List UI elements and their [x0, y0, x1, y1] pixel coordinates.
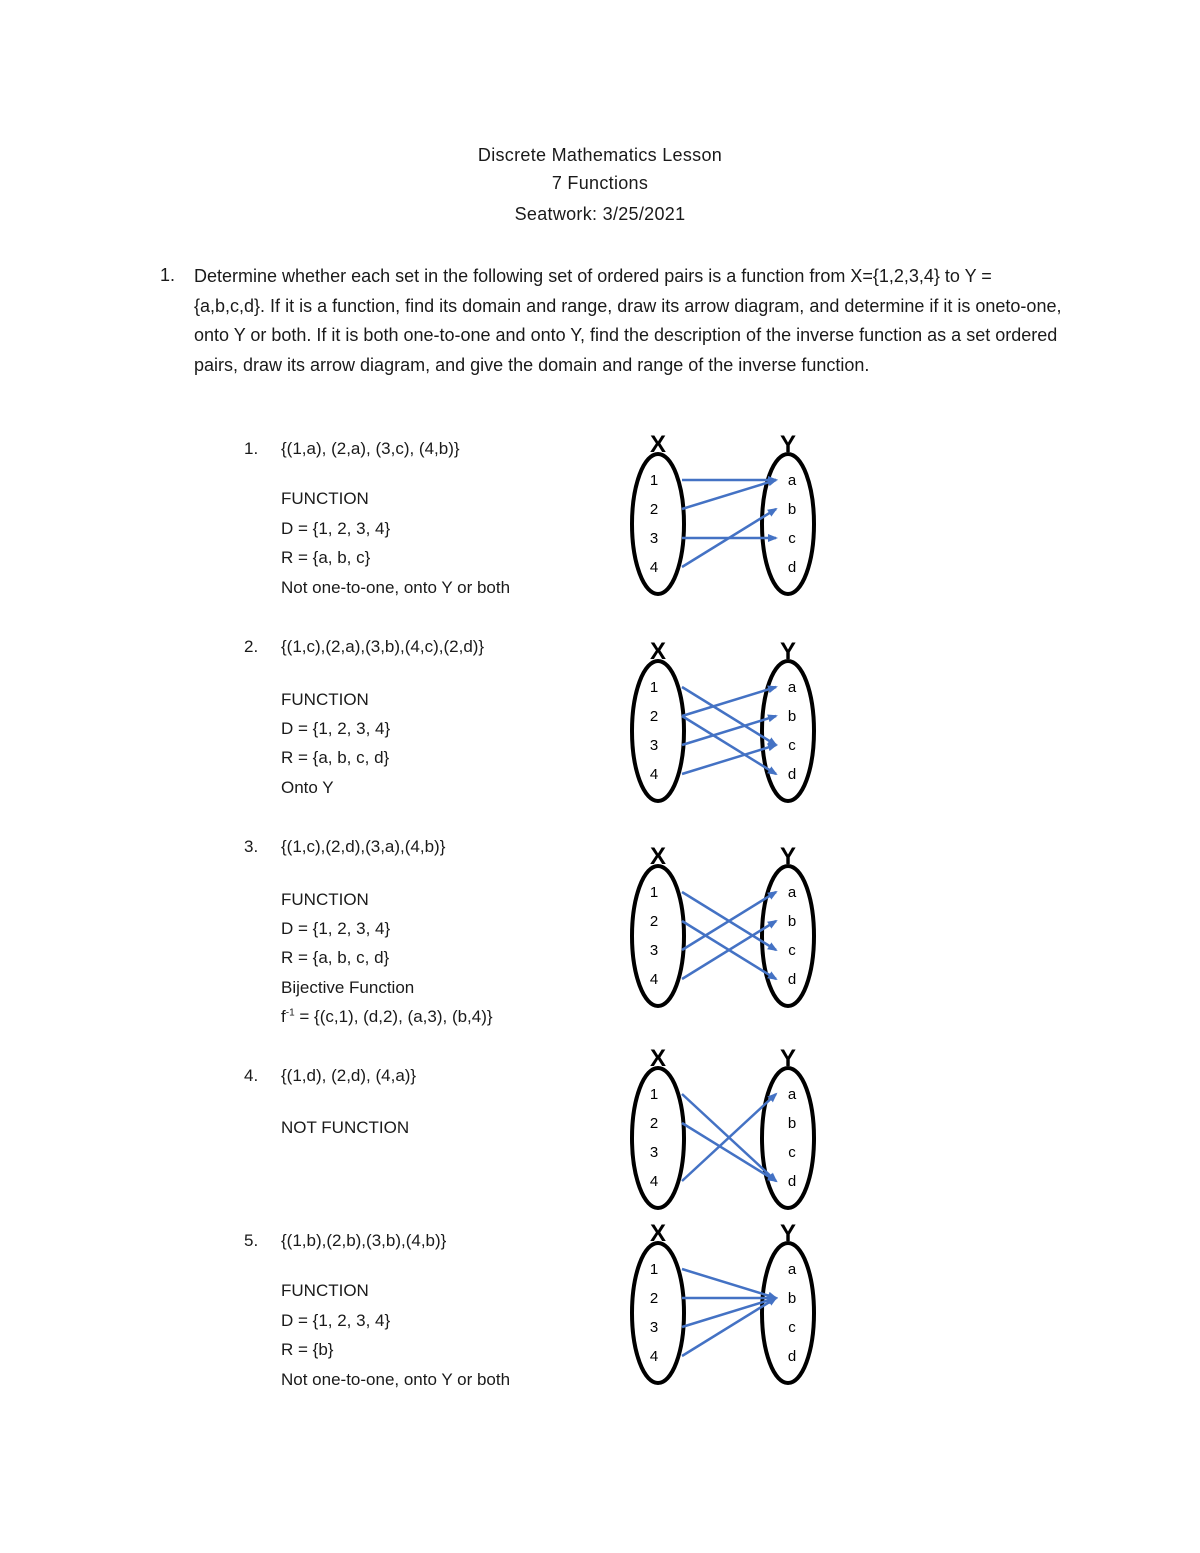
function-verdict: FUNCTION [281, 890, 369, 909]
inverse-pairs: = {(c,1), (d,2), (a,3), (b,4)} [294, 1007, 493, 1026]
domain-line: D = {1, 2, 3, 4} [281, 719, 391, 738]
set-x-label: X [649, 1220, 667, 1247]
y-element: d [787, 766, 797, 783]
seatwork-date: Seatwork: 3/25/2021 [514, 204, 686, 224]
set-x-label: X [649, 431, 667, 458]
y-element: b [787, 1290, 797, 1307]
function-verdict: FUNCTION [281, 489, 369, 508]
mapping-arrow [682, 1269, 776, 1298]
x-element: 4 [649, 1348, 659, 1365]
y-element: d [787, 1173, 797, 1190]
y-element: a [787, 679, 797, 696]
arrow-diagram-5 [610, 1217, 830, 1397]
arrow-diagram-4 [610, 1042, 830, 1222]
arrow-diagram-1 [610, 428, 830, 608]
item-number: 4. [244, 1066, 259, 1085]
y-element: a [787, 884, 797, 901]
y-element: a [787, 472, 797, 489]
function-verdict: FUNCTION [281, 690, 369, 709]
item-number: 5. [244, 1231, 259, 1250]
set-y-label: Y [779, 431, 797, 458]
x-element: 4 [649, 766, 659, 783]
x-element: 3 [649, 1319, 659, 1336]
y-element: d [787, 559, 797, 576]
domain-line: D = {1, 2, 3, 4} [281, 919, 391, 938]
x-element: 1 [649, 1086, 659, 1103]
x-element: 1 [649, 1261, 659, 1278]
set-x-label: X [649, 638, 667, 665]
x-element: 2 [649, 1115, 659, 1132]
y-element: d [787, 1348, 797, 1365]
property-line: Not one-to-one, onto Y or both [281, 578, 511, 597]
range-line: R = {b} [281, 1340, 334, 1359]
inverse-function-line [281, 1007, 493, 1027]
item-number: 1. [244, 439, 259, 458]
set-y-label: Y [779, 843, 797, 870]
x-element: 1 [649, 472, 659, 489]
y-element: b [787, 1115, 797, 1132]
x-element: 1 [649, 884, 659, 901]
arrow-diagram-svg [610, 840, 830, 1020]
x-element: 4 [649, 1173, 659, 1190]
range-line: R = {a, b, c} [281, 548, 371, 567]
y-element: d [787, 971, 797, 988]
arrow-diagram-svg [610, 428, 830, 608]
x-element: 4 [649, 971, 659, 988]
x-element: 2 [649, 708, 659, 725]
x-element: 3 [649, 1144, 659, 1161]
x-element: 2 [649, 1290, 659, 1307]
set-x-label: X [649, 843, 667, 870]
arrow-diagram-svg [610, 635, 830, 815]
ordered-pairs-set: {(1,d), (2,d), (4,a)} [281, 1066, 417, 1085]
mapping-arrow [682, 745, 776, 774]
ordered-pairs-set: {(1,c),(2,a),(3,b),(4,c),(2,d)} [281, 637, 485, 656]
domain-line: D = {1, 2, 3, 4} [281, 1311, 391, 1330]
ordered-pairs-set: {(1,c),(2,d),(3,a),(4,b)} [281, 837, 446, 856]
x-element: 3 [649, 942, 659, 959]
x-element: 4 [649, 559, 659, 576]
set-x-label: X [649, 1045, 667, 1072]
y-element: b [787, 501, 797, 518]
function-verdict: FUNCTION [281, 1281, 369, 1300]
domain-line: D = {1, 2, 3, 4} [281, 519, 391, 538]
y-element: a [787, 1261, 797, 1278]
y-element: c [788, 1144, 796, 1161]
lesson-subtitle: 7 Functions [551, 173, 649, 193]
inverse-base: f [281, 1007, 286, 1026]
y-element: c [788, 942, 796, 959]
question-number: 1. [160, 265, 176, 285]
y-element: c [788, 1319, 796, 1336]
x-element: 3 [649, 530, 659, 547]
arrow-diagram-3 [610, 840, 830, 1020]
arrow-diagram-svg [610, 1217, 830, 1397]
y-element: b [787, 913, 797, 930]
x-element: 3 [649, 737, 659, 754]
y-element: a [787, 1086, 797, 1103]
ordered-pairs-set: {(1,a), (2,a), (3,c), (4,b)} [281, 439, 460, 458]
property-line: Bijective Function [281, 978, 415, 997]
set-y-label: Y [779, 1220, 797, 1247]
set-y-label: Y [779, 1045, 797, 1072]
y-element: c [788, 530, 796, 547]
y-element: c [788, 737, 796, 754]
x-element: 2 [649, 913, 659, 930]
function-verdict: NOT FUNCTION [281, 1118, 410, 1137]
x-element: 1 [649, 679, 659, 696]
range-line: R = {a, b, c, d} [281, 748, 390, 767]
item-number: 2. [244, 637, 259, 656]
document-title: Discrete Mathematics Lesson [477, 145, 723, 165]
ordered-pairs-set: {(1,b),(2,b),(3,b),(4,b)} [281, 1231, 447, 1250]
arrow-diagram-2 [610, 635, 830, 815]
x-element: 2 [649, 501, 659, 518]
property-line: Onto Y [281, 778, 334, 797]
y-element: b [787, 708, 797, 725]
property-line: Not one-to-one, onto Y or both [281, 1370, 511, 1389]
arrow-diagram-svg [610, 1042, 830, 1222]
question-text: Determine whether each set in the following set of ordered pairs is a function from X={1,2,3,4} to Y = {a,b,c,d}. If it is a function, find its domain and range, draw its arrow diagram, and determine if it is oneto-one, onto Y or both. If it is both one-to-one and onto Y, find the description of the inverse function as a set ordered pairs, draw its arrow diagram, and give the domain and range of the inverse function. [194, 266, 1062, 375]
inverse-exponent: -1 [285, 1007, 295, 1019]
range-line: R = {a, b, c, d} [281, 948, 390, 967]
set-y-label: Y [779, 638, 797, 665]
item-number: 3. [244, 837, 259, 856]
